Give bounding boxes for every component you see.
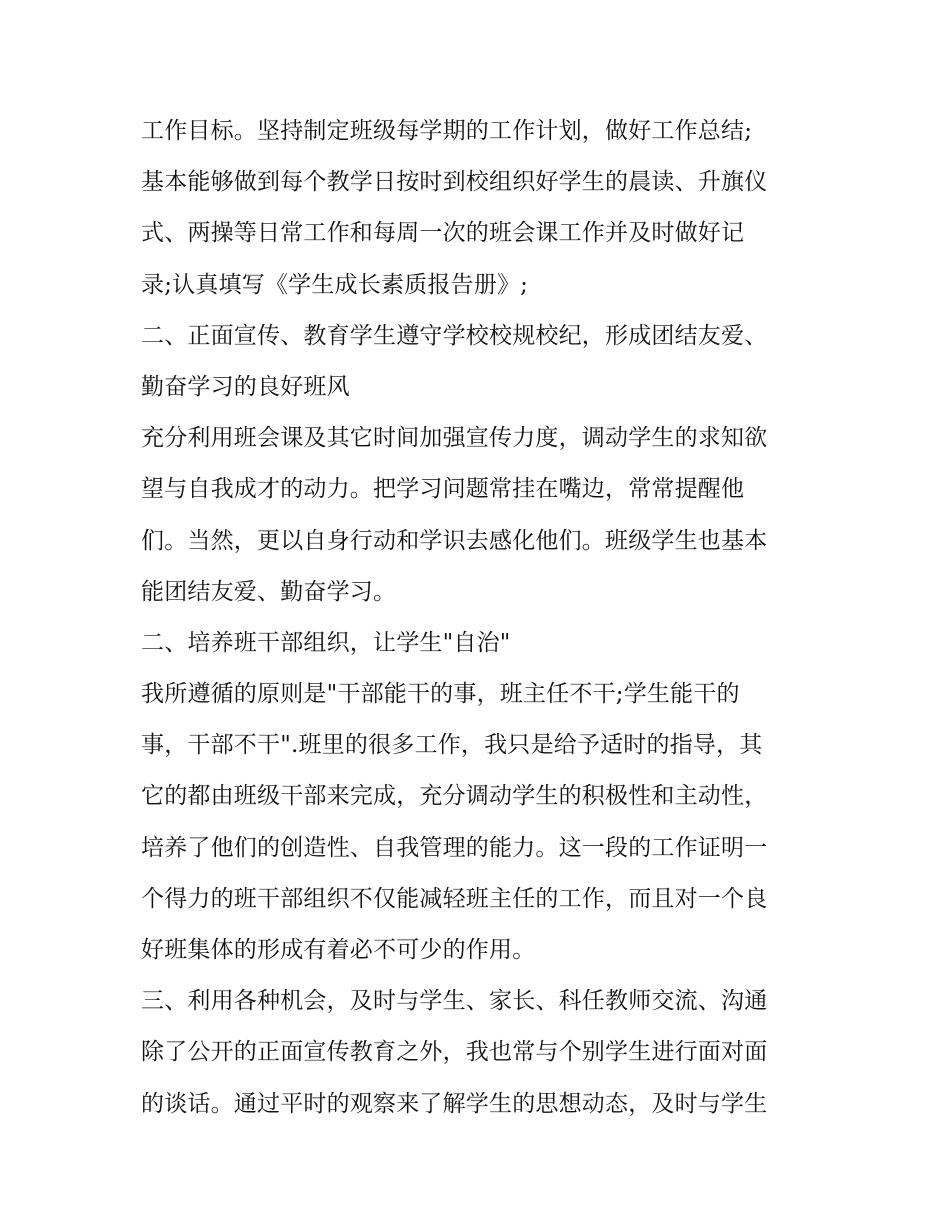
- section-heading-line: 三、利用各种机会，及时与学生、家长、科任教师交流、沟通: [141, 988, 768, 1015]
- text-line: 式、两操等日常工作和每周一次的班会课工作并及时做好记: [141, 220, 745, 247]
- text-line: 事，干部不干".班里的很多工作，我只是给予适时的指导，其: [141, 732, 763, 759]
- text-line: 好班集体的形成有着必不可少的作用。: [141, 937, 536, 963]
- text-line: 的谈话。通过平时的观察来了解学生的思想动态，及时与学生: [141, 1090, 768, 1117]
- text-line: 工作目标。坚持制定班级每学期的工作计划，做好工作总结;: [141, 118, 753, 144]
- document-body: [141, 111, 821, 1135]
- section-heading-line: 二、培养班干部组织，让学生"自治": [141, 629, 511, 656]
- text-line: 除了公开的正面宣传教育之外，我也常与个别学生进行面对面: [141, 1039, 768, 1066]
- text-line: 望与自我成才的动力。把学习问题常挂在嘴边，常常提醒他: [141, 476, 745, 503]
- section-heading-line: 二、正面宣传、教育学生遵守学校校规校纪，形成团结友爱、: [141, 322, 768, 349]
- text-line: 能团结友爱、勤奋学习。: [141, 578, 397, 605]
- text-line: 它的都由班级干部来完成，充分调动学生的积极性和主动性，: [141, 783, 768, 810]
- section-heading-line: 勤奋学习的良好班风: [141, 373, 350, 400]
- text-line: 充分利用班会课及其它时间加强宣传力度，调动学生的求知欲: [141, 425, 768, 452]
- text-line: 们。当然，更以自身行动和学识去感化他们。班级学生也基本: [141, 527, 768, 554]
- text-line: 录;认真填写《学生成长素质报告册》;: [141, 271, 529, 298]
- text-line: 我所遵循的原则是"干部能干的事，班主任不干;学生能干的: [141, 681, 740, 708]
- text-line: 培养了他们的创造性、自我管理的能力。这一段的工作证明一: [141, 834, 768, 861]
- text-line: 基本能够做到每个教学日按时到校组织好学生的晨读、升旗仪: [141, 169, 768, 196]
- text-line: 个得力的班干部组织不仅能减轻班主任的工作，而且对一个良: [141, 885, 768, 912]
